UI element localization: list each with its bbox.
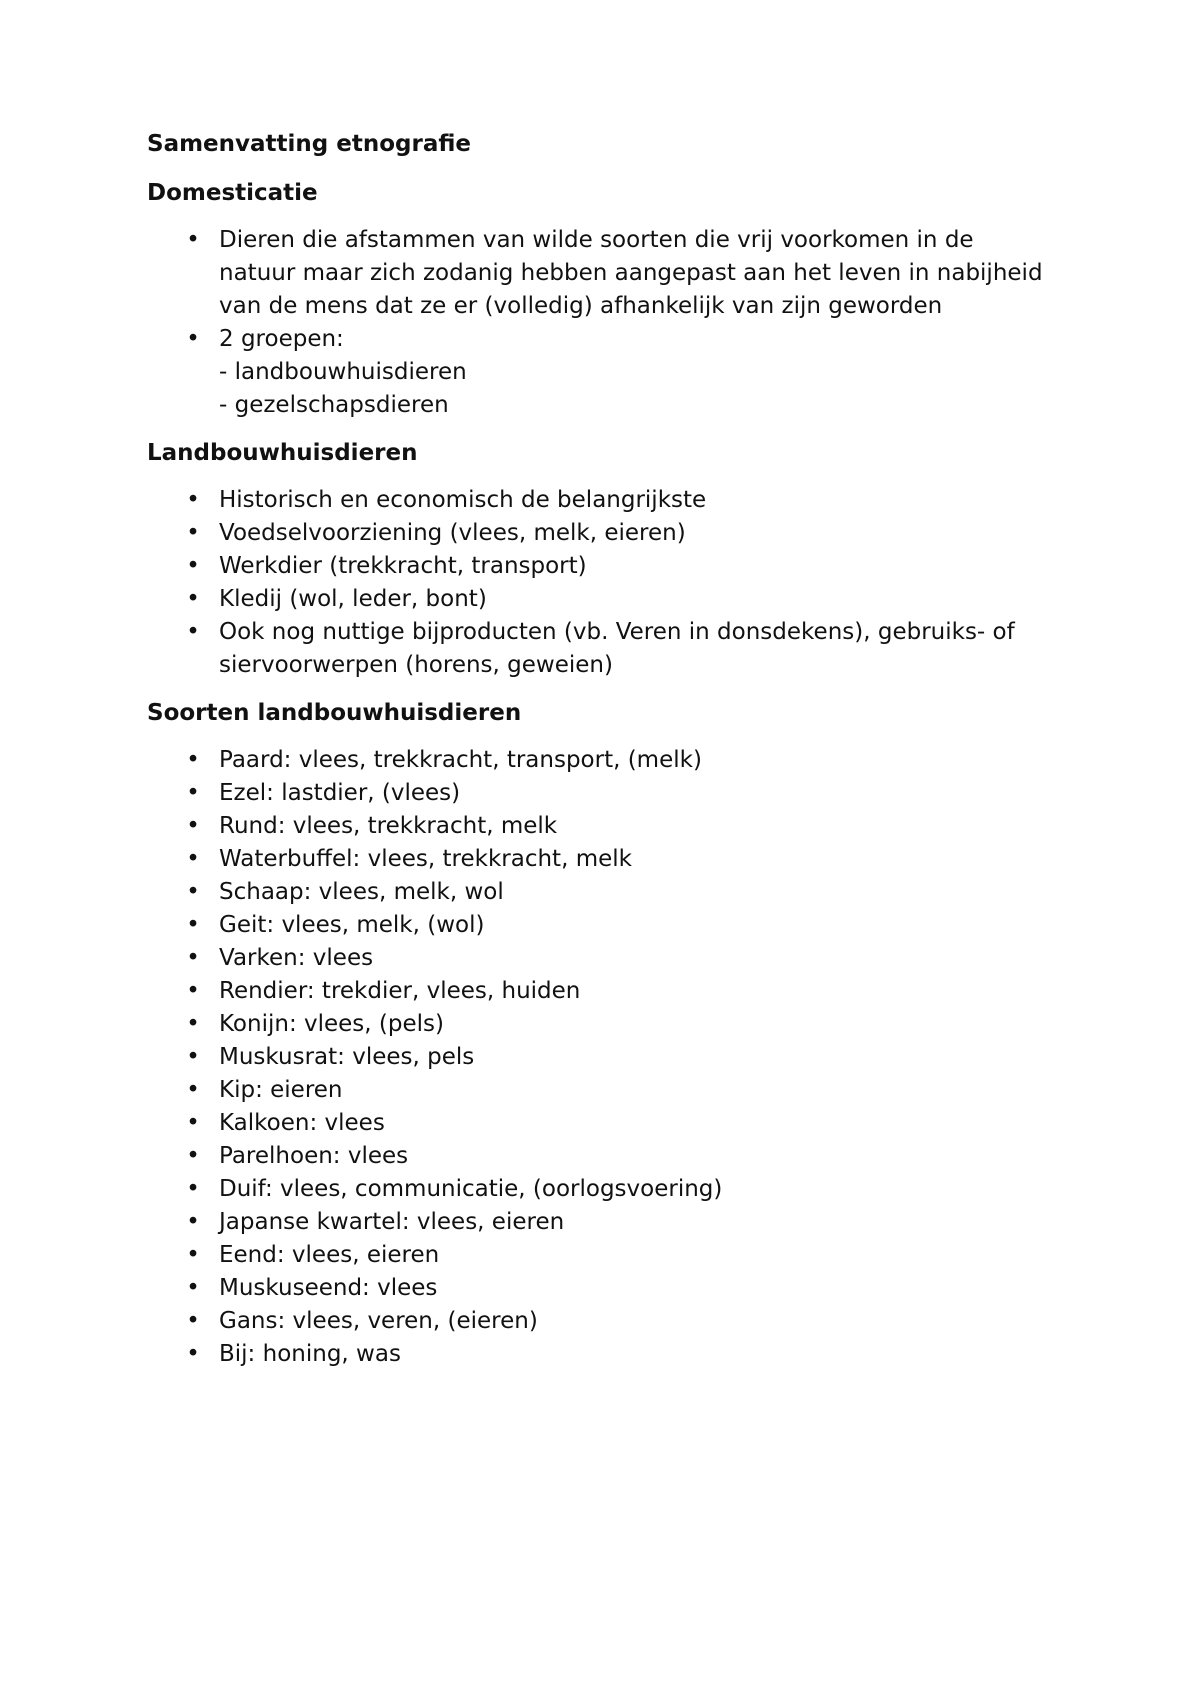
list-item: • Duif: vlees, communicatie, (oorlogsvoering) bbox=[219, 1173, 1057, 1206]
bullet-icon: • bbox=[186, 1110, 200, 1136]
list-item: • Kip: eieren bbox=[219, 1074, 1057, 1107]
list-item: • Parelhoen: vlees bbox=[219, 1140, 1057, 1173]
list-item: • Ezel: lastdier, (vlees) bbox=[219, 777, 1057, 810]
section-heading-domesticatie: Domesticatie bbox=[147, 180, 318, 206]
bullet-icon: • bbox=[186, 780, 200, 806]
list-item: • Gans: vlees, veren, (eieren) bbox=[219, 1305, 1057, 1338]
list-item: • Voedselvoorziening (vlees, melk, eieren) bbox=[219, 517, 1057, 550]
bullet-icon: • bbox=[186, 1341, 200, 1367]
list-item: • Eend: vlees, eieren bbox=[219, 1239, 1057, 1272]
bullet-icon: • bbox=[186, 1308, 200, 1334]
bullet-icon: • bbox=[186, 553, 200, 579]
list-item: • Schaap: vlees, melk, wol bbox=[219, 876, 1057, 909]
bullet-icon: • bbox=[186, 619, 200, 645]
bullet-icon: • bbox=[186, 912, 200, 938]
bullet-icon: • bbox=[186, 1209, 200, 1235]
bullet-icon: • bbox=[186, 520, 200, 546]
list-item: • Historisch en economisch de belangrijkste bbox=[219, 484, 1057, 517]
bullet-icon: • bbox=[186, 487, 200, 513]
bullet-icon: • bbox=[186, 326, 200, 352]
list-item: • Bij: honing, was bbox=[219, 1338, 1057, 1371]
list-item: • Geit: vlees, melk, (wol) bbox=[219, 909, 1057, 942]
bullet-icon: • bbox=[186, 227, 200, 253]
list-item: • Konijn: vlees, (pels) bbox=[219, 1008, 1057, 1041]
document-title: Samenvatting etnografie bbox=[147, 131, 471, 157]
bullet-icon: • bbox=[186, 1011, 200, 1037]
bullet-icon: • bbox=[186, 1275, 200, 1301]
list-item: • 2 groepen: - landbouwhuisdieren - gezelschapsdieren bbox=[219, 323, 1057, 422]
bullet-icon: • bbox=[186, 747, 200, 773]
list-item: • Dieren die afstammen van wilde soorten die vrij voorkomen in de natuur maar zich zodanig hebben aangepast aan het leven in nabijheid van de mens dat ze er (volledig) afhankelijk van zijn geworden bbox=[219, 224, 1057, 323]
list-item: • Japanse kwartel: vlees, eieren bbox=[219, 1206, 1057, 1239]
list-item: • Kledij (wol, leder, bont) bbox=[219, 583, 1057, 616]
bullet-icon: • bbox=[186, 945, 200, 971]
bullet-icon: • bbox=[186, 846, 200, 872]
bullet-icon: • bbox=[186, 813, 200, 839]
bullet-icon: • bbox=[186, 1077, 200, 1103]
list-item: • Rendier: trekdier, vlees, huiden bbox=[219, 975, 1057, 1008]
bullet-icon: • bbox=[186, 978, 200, 1004]
bullet-icon: • bbox=[186, 1242, 200, 1268]
section-heading-soorten: Soorten landbouwhuisdieren bbox=[147, 700, 522, 726]
document-page bbox=[147, 128, 1057, 1386]
bullet-icon: • bbox=[186, 586, 200, 612]
list-item: • Werkdier (trekkracht, transport) bbox=[219, 550, 1057, 583]
bullet-list-domesticatie bbox=[147, 224, 1057, 422]
list-item: • Muskuseend: vlees bbox=[219, 1272, 1057, 1305]
list-item: • Ook nog nuttige bijproducten (vb. Veren in donsdekens), gebruiks- of siervoorwerpen (horens, geweien) bbox=[219, 616, 1057, 682]
list-item: • Rund: vlees, trekkracht, melk bbox=[219, 810, 1057, 843]
sub-item: - gezelschapsdieren bbox=[219, 392, 449, 418]
list-item: • Kalkoen: vlees bbox=[219, 1107, 1057, 1140]
section-heading-landbouwhuisdieren: Landbouwhuisdieren bbox=[147, 440, 418, 466]
list-item: • Waterbuffel: vlees, trekkracht, melk bbox=[219, 843, 1057, 876]
bullet-icon: • bbox=[186, 879, 200, 905]
list-item: • Paard: vlees, trekkracht, transport, (melk) bbox=[219, 744, 1057, 777]
list-item: • Varken: vlees bbox=[219, 942, 1057, 975]
bullet-icon: • bbox=[186, 1044, 200, 1070]
bullet-icon: • bbox=[186, 1176, 200, 1202]
bullet-icon: • bbox=[186, 1143, 200, 1169]
bullet-list-soorten bbox=[147, 744, 1057, 1371]
sub-item: - landbouwhuisdieren bbox=[219, 359, 467, 385]
list-item: • Muskusrat: vlees, pels bbox=[219, 1041, 1057, 1074]
bullet-list-landbouwhuisdieren bbox=[147, 484, 1057, 682]
